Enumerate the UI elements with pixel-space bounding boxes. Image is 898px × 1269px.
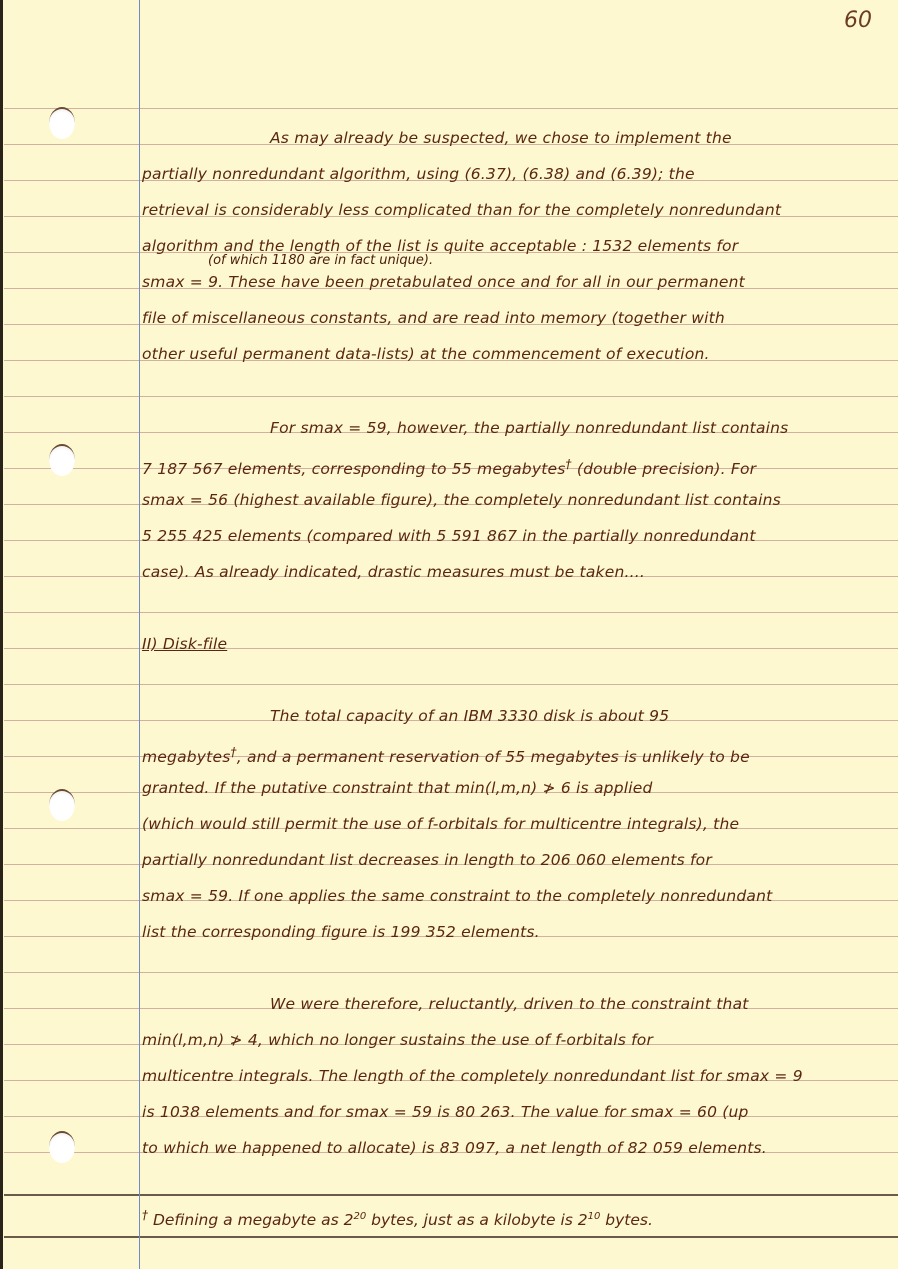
footnote-text: Defining a megabyte as 2 (152, 1211, 354, 1230)
exponent: 20 (353, 1211, 367, 1222)
punch-hole (49, 107, 75, 139)
text-line: retrieval is considerably less complicated than for the completely nonredundant (142, 201, 782, 219)
dagger-footnote-marker: † (565, 457, 572, 471)
punch-hole (49, 444, 75, 476)
text-line: algorithm and the length of the list is quite acceptable : 1532 elements for (142, 237, 739, 255)
text-line: smax = 9. These have been pretabulated once and for all in our permanent (142, 273, 745, 291)
text-line: 5 255 425 elements (compared with 5 591 867 in the partially nonredundant (142, 527, 756, 545)
page-number: 60 (844, 8, 872, 33)
text-line: As may already be suspected, we chose to implement the (270, 129, 732, 147)
text-line: partially nonredundant algorithm, using (6.37), (6.38) and (6.39); the (142, 165, 695, 183)
text-segment: 7 187 567 elements, corresponding to 55 megabytes (142, 460, 566, 479)
margin-line (139, 0, 140, 1269)
text-line: list the corresponding figure is 199 352 elements. (142, 923, 540, 941)
text-line: other useful permanent data-lists) at the commencement of execution. (142, 345, 710, 363)
text-segment: , and a permanent reservation of 55 megabytes is unlikely to be (236, 748, 750, 767)
text-line (142, 454, 884, 479)
dagger-footnote-marker: † (142, 1208, 148, 1222)
section-heading: II) Disk-file (142, 635, 228, 653)
text-line: multicentre integrals. The length of the completely nonredundant list for smax = 9 (142, 1067, 803, 1085)
dagger-footnote-marker: † (230, 745, 237, 759)
text-segment: megabytes (142, 748, 231, 767)
footnote-text: bytes. (600, 1211, 653, 1230)
text-line: The total capacity of an IBM 3330 disk is about 95 (270, 707, 670, 725)
footnote (142, 1208, 884, 1229)
text-line (142, 742, 884, 767)
text-line: smax = 59. If one applies the same constraint to the completely nonredundant (142, 887, 773, 905)
text-line: to which we happened to allocate) is 83 097, a net length of 82 059 elements. (142, 1139, 767, 1157)
insertion-note: (of which 1180 are in fact unique). (208, 253, 434, 268)
text-line: is 1038 elements and for smax = 59 is 80 263. The value for smax = 60 (up (142, 1103, 749, 1121)
exponent: 10 (587, 1211, 601, 1222)
text-line: granted. If the putative constraint that min(l,m,n) ≯ 6 is applied (142, 779, 653, 797)
text-line: partially nonredundant list decreases in length to 206 060 elements for (142, 851, 712, 869)
text-line: We were therefore, reluctantly, driven to the constraint that (270, 995, 749, 1013)
text-line: (which would still permit the use of f-orbitals for multicentre integrals), the (142, 815, 740, 833)
text-line: For smax = 59, however, the partially nonredundant list contains (270, 419, 789, 437)
punch-hole (49, 1131, 75, 1163)
text-line: min(l,m,n) ≯ 4, which no longer sustains the use of f-orbitals for (142, 1031, 654, 1049)
punch-hole (49, 789, 75, 821)
footnote-text: bytes, just as a kilobyte is 2 (366, 1211, 588, 1230)
text-line: smax = 56 (highest available figure), the completely nonredundant list contains (142, 491, 781, 509)
text-segment: (double precision). For (576, 460, 757, 479)
text-line: case). As already indicated, drastic measures must be taken.... (142, 563, 645, 581)
text-line: file of miscellaneous constants, and are read into memory (together with (142, 309, 725, 327)
